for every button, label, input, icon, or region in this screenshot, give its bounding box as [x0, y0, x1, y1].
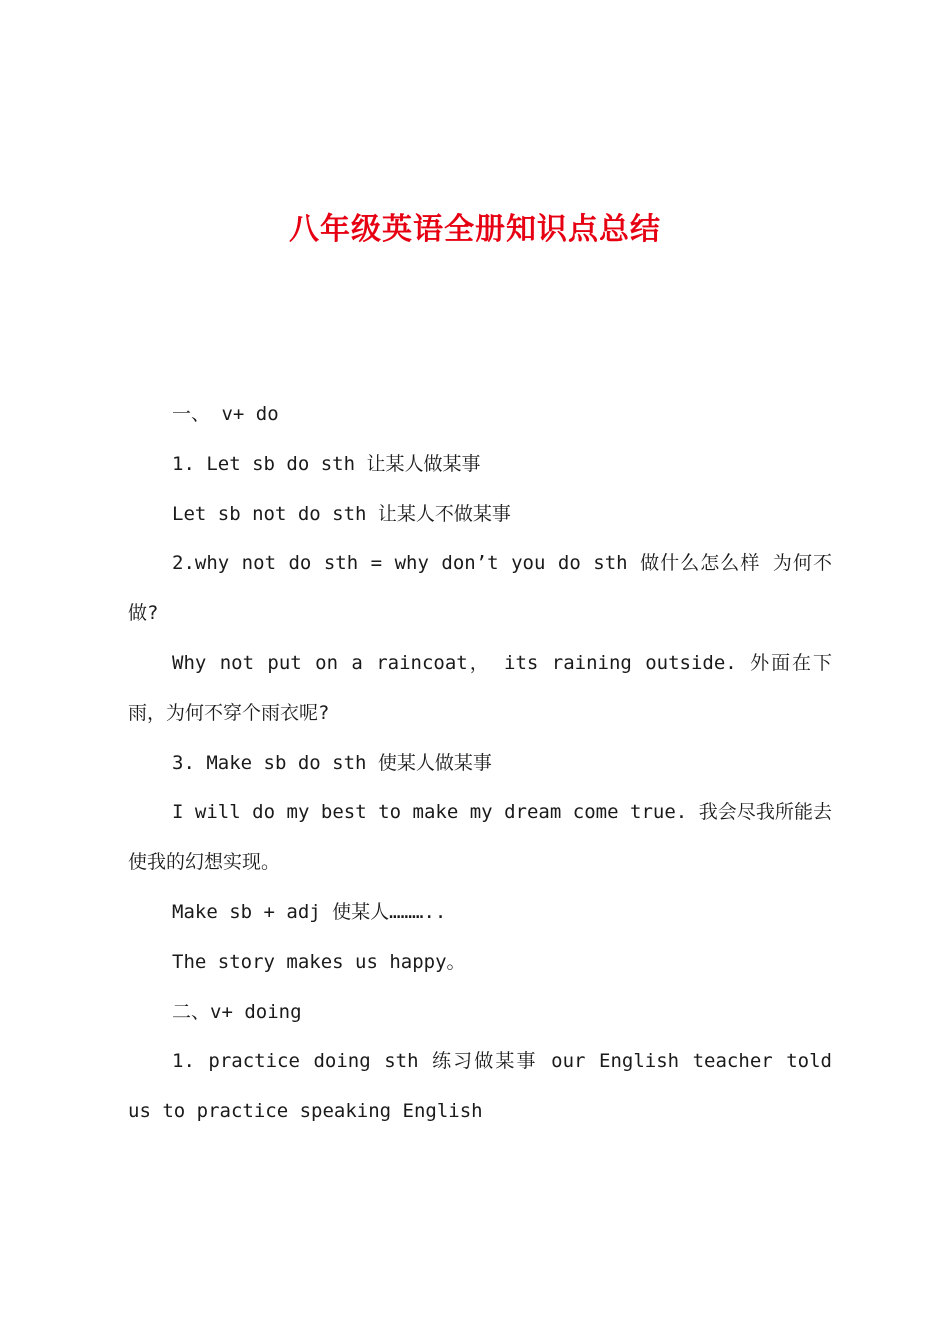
paragraph-raincoat-example: Why not put on a raincoat， its raining outside. 外面在下雨，为何不穿个雨衣呢? — [128, 651, 832, 724]
document-body — [128, 390, 832, 1137]
paragraph-dream-example: I will do my best to make my dream come true. 我会尽我所能去使我的幻想实现。 — [128, 801, 832, 874]
paragraph-story-example: The story makes us happy。 — [172, 950, 466, 973]
paragraph-practice-doing: 1. practice doing sth 练习做某事 our English teacher told us to practice speaking English — [128, 1050, 832, 1123]
document-title: 八年级英语全册知识点总结 — [289, 212, 661, 247]
paragraph-why-not-do: 2.why not do sth = why don’t you do sth 做什么怎么样 为何不做? — [128, 552, 832, 625]
section-heading-v-doing: 二、v+ doing — [172, 1000, 302, 1023]
section-heading-v-do: 一、 v+ do — [172, 403, 279, 425]
paragraph-let-sb-do: 1. Let sb do sth 让某人做某事 — [172, 452, 481, 475]
paragraph-make-sb-adj: Make sb + adj 使某人……….. — [172, 900, 447, 923]
paragraph-let-sb-not-do: Let sb not do sth 让某人不做某事 — [172, 502, 511, 525]
paragraph-make-sb-do: 3. Make sb do sth 使某人做某事 — [172, 751, 492, 774]
